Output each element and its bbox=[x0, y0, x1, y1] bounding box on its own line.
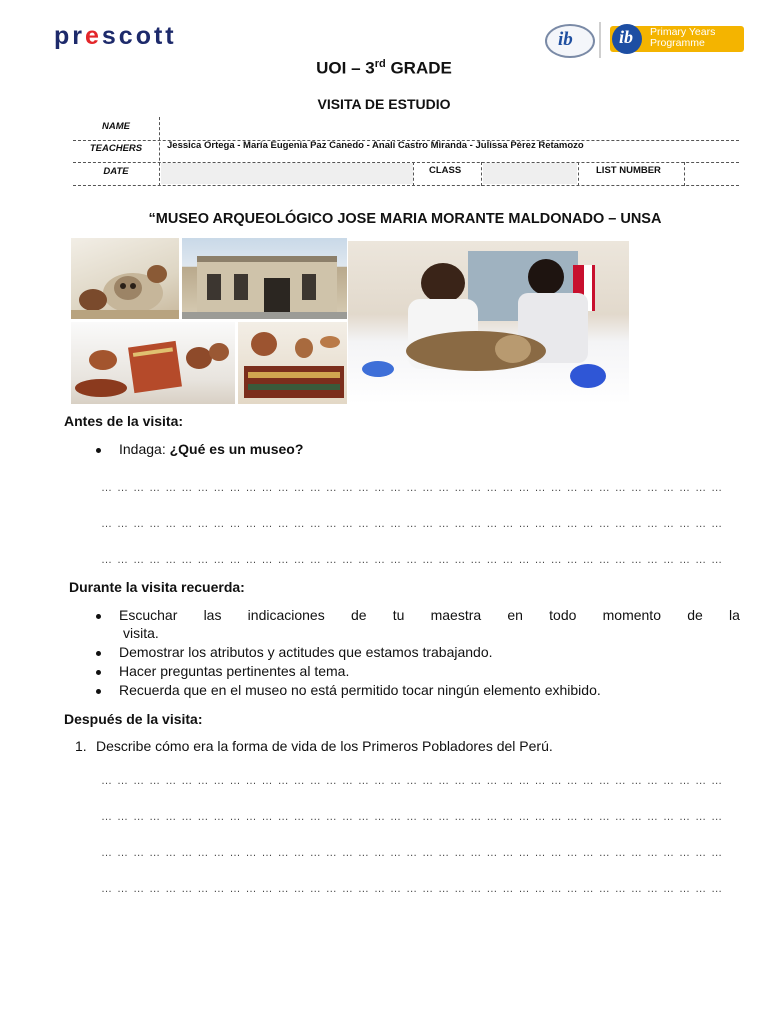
ib-logo: ib bbox=[545, 24, 595, 58]
pyp-logo bbox=[610, 26, 744, 52]
bullet bbox=[96, 614, 101, 619]
during-item-4: Recuerda que en el museo no está permitido tocar ningún elemento exhibido. bbox=[119, 682, 601, 698]
date-label: DATE bbox=[103, 166, 129, 177]
page-subtitle: VISITA DE ESTUDIO bbox=[317, 96, 451, 112]
photo-skulls-exhibit bbox=[71, 238, 179, 319]
after-q1-text: Describe cómo era la forma de vida de los Primeros Pobladores del Perú. bbox=[96, 738, 553, 754]
before-item: Indaga: ¿Qué es un museo? bbox=[119, 441, 304, 457]
before-heading: Antes de la visita: bbox=[64, 413, 184, 429]
prescott-logo: prescott bbox=[54, 22, 177, 50]
name-label: NAME bbox=[102, 121, 130, 132]
photo-ceramics-textile bbox=[71, 322, 235, 404]
date-field[interactable] bbox=[161, 163, 413, 184]
photo-mummy-examination bbox=[348, 241, 629, 404]
list-number-label: LIST NUMBER bbox=[596, 165, 661, 176]
photo-museum-building bbox=[182, 238, 347, 319]
pyp-label: Primary Years Programme bbox=[650, 26, 716, 49]
answer-line[interactable]: … … … … … … … … … … … … … … … … … … … … … … … … … … … … … … … … … … … … … … … bbox=[101, 883, 724, 895]
info-table bbox=[73, 117, 739, 186]
answer-line[interactable]: … … … … … … … … … … … … … … … … … … … … … … … … … … … … … … … … … … … … … … … bbox=[101, 482, 724, 494]
bullet bbox=[96, 689, 101, 694]
museum-title: “MUSEO ARQUEOLÓGICO JOSE MARIA MORANTE MALDONADO – UNSA bbox=[148, 211, 662, 227]
answer-line[interactable]: … … … … … … … … … … … … … … … … … … … … … … … … … … … … … … … … … … … … … … … bbox=[101, 554, 724, 566]
answer-line[interactable]: … … … … … … … … … … … … … … … … … … … … … … … … … … … … … … … … … … … … … … … bbox=[101, 847, 724, 859]
teachers-label: TEACHERS bbox=[89, 143, 143, 154]
after-heading: Después de la visita: bbox=[64, 711, 203, 727]
logo-divider bbox=[599, 22, 601, 58]
during-item-1-cont: visita. bbox=[123, 625, 159, 641]
bullet bbox=[96, 448, 101, 453]
during-item-1: Escuchar las indicaciones de tu maestra en todo momento de la bbox=[119, 607, 740, 623]
list-number-field[interactable] bbox=[686, 163, 739, 184]
bullet bbox=[96, 670, 101, 675]
ib-pyp-badge: ib bbox=[612, 24, 642, 54]
during-heading: Durante la visita recuerda: bbox=[69, 579, 245, 595]
during-item-3: Hacer preguntas pertinentes al tema. bbox=[119, 663, 350, 679]
after-q1-number: 1. bbox=[75, 738, 87, 754]
answer-line[interactable]: … … … … … … … … … … … … … … … … … … … … … … … … … … … … … … … … … … … … … … … bbox=[101, 518, 724, 530]
bullet bbox=[96, 651, 101, 656]
class-label: CLASS bbox=[429, 165, 462, 176]
during-item-2: Demostrar los atributos y actitudes que estamos trabajando. bbox=[119, 644, 493, 660]
answer-line[interactable]: … … … … … … … … … … … … … … … … … … … … … … … … … … … … … … … … … … … … … … … bbox=[101, 775, 724, 787]
answer-line[interactable]: … … … … … … … … … … … … … … … … … … … … … … … … … … … … … … … … … … … … … … … bbox=[101, 811, 724, 823]
page-title: UOI – 3rd GRADE bbox=[316, 58, 452, 78]
teachers-value: Jessica Ortega - María Eugenia Paz Canedo - Analí Castro Miranda - Julissa Pérez Retamozo bbox=[167, 140, 584, 151]
photo-vessels-textile bbox=[238, 322, 347, 404]
class-field[interactable] bbox=[483, 163, 577, 184]
